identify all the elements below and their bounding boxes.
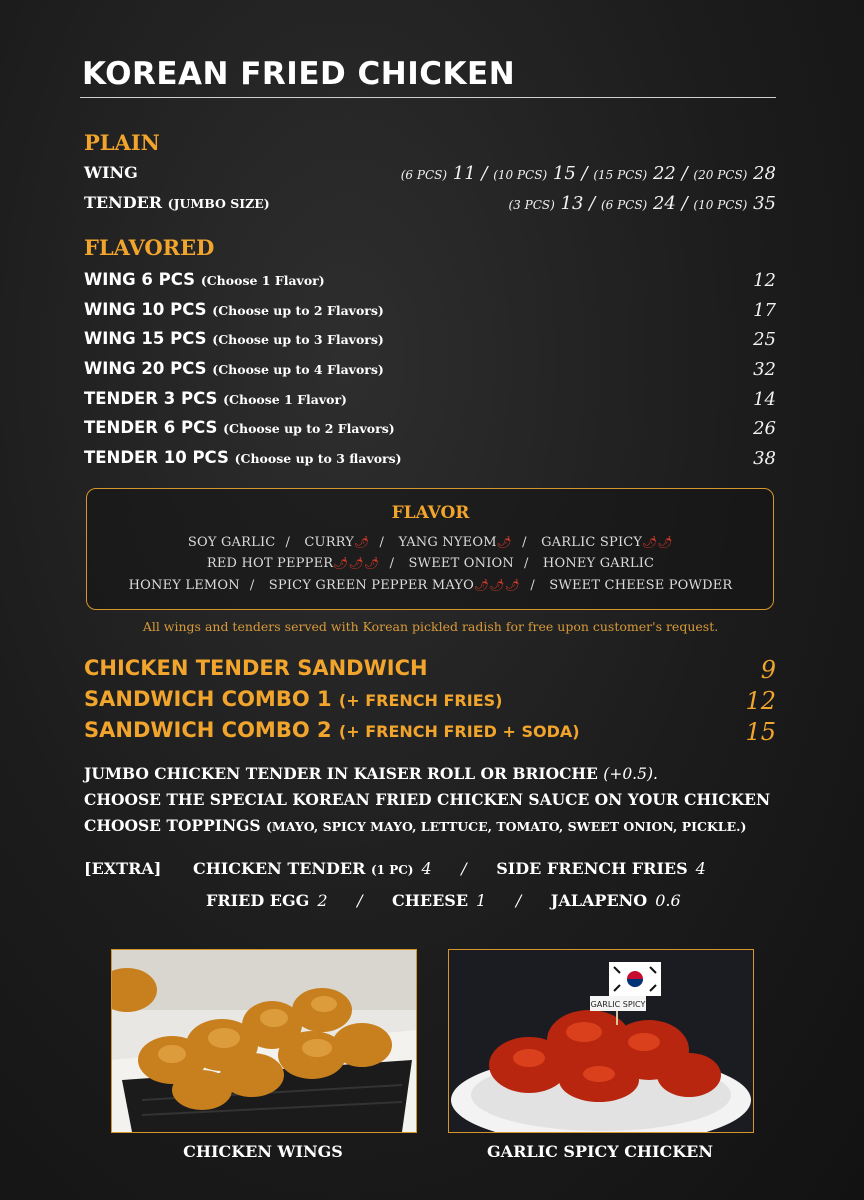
item-price: (6 PCS) 11 / (10 PCS) 15 / (15 PCS) 22 / (20 PCS) 28 [400,163,776,184]
extra-line-2: FRIED EGG 2 / CHEESE 1 / JALAPENO 0.6 [206,891,681,910]
item-name: SANDWICH COMBO 2 (+ FRENCH FRIED + SODA) [84,718,580,742]
item-price: 25 [753,329,776,350]
menu-row-flavored [84,329,776,355]
item-price: 32 [753,359,776,380]
served-note: All wings and tenders served with Korean pickled radish for free upon customer's request. [142,619,719,634]
svg-text:GARLIC SPICY: GARLIC SPICY [590,1000,646,1009]
extra-line-1: [EXTRA] CHICKEN TENDER (1 PC) 4 / SIDE FRENCH FRIES 4 [84,859,706,878]
garlic-spicy-chicken-photo [448,949,754,1133]
item-price: 9 [760,656,776,684]
menu-row-plain-wing [84,163,776,189]
item-name: WING 6 PCS (Choose 1 Flavor) [84,270,325,289]
menu-row-flavored [84,300,776,326]
title-divider [80,97,776,98]
flavor-line-3: HONEY LEMON / SPICY GREEN PEPPER MAYO🌶🌶🌶 / SWEET CHEESE POWDER [128,578,733,593]
item-name: CHICKEN TENDER SANDWICH [84,656,428,680]
menu-row-flavored [84,448,776,474]
sandwich-description-1: JUMBO CHICKEN TENDER IN KAISER ROLL OR BRIOCHE (+0.5). [84,764,658,783]
item-name: TENDER 3 PCS (Choose 1 Flavor) [84,389,347,408]
item-name: WING 10 PCS (Choose up to 2 Flavors) [84,300,384,319]
item-name: TENDER 6 PCS (Choose up to 2 Flavors) [84,418,395,437]
garlic-spicy-chicken-caption: GARLIC SPICY CHICKEN [486,1142,713,1161]
item-name: TENDER 10 PCS (Choose up to 3 flavors) [84,448,402,467]
menu-row-plain-tender [84,193,776,219]
item-name: SANDWICH COMBO 1 (+ FRENCH FRIES) [84,687,503,711]
flavor-heading: FLAVOR [391,503,470,523]
menu-row-flavored [84,389,776,415]
section-plain-heading: PLAIN [84,130,160,155]
chicken-wings-illustration [112,950,416,1132]
item-price: 38 [753,448,776,469]
menu-row-sandwich [84,656,776,686]
pepper-icon: 🌶 [496,535,513,549]
item-name: WING 20 PCS (Choose up to 4 Flavors) [84,359,384,378]
item-price: 26 [753,418,776,439]
item-price: 12 [753,270,776,291]
item-name: TENDER (JUMBO SIZE) [84,193,270,212]
menu-row-sandwich-combo-1 [84,687,776,717]
chicken-wings-caption: CHICKEN WINGS [183,1142,343,1161]
item-price: 17 [753,300,776,321]
section-flavored-heading: FLAVORED [84,235,215,260]
menu-row-sandwich-combo-2 [84,718,776,748]
item-price: 12 [745,687,776,715]
item-name: WING 15 PCS (Choose up to 3 Flavors) [84,329,384,348]
sandwich-description-2: CHOOSE THE SPECIAL KOREAN FRIED CHICKEN SAUCE ON YOUR CHICKEN [84,790,771,809]
pepper-icon: 🌶🌶🌶 [474,578,521,592]
pepper-icon: 🌶 [354,535,370,549]
menu-row-flavored [84,418,776,444]
flavor-line-2: RED HOT PEPPER🌶🌶🌶 / SWEET ONION / HONEY GARLIC [206,556,655,571]
menu-row-flavored [84,359,776,385]
item-name: WING [84,163,138,182]
chicken-wings-photo [111,949,417,1133]
item-price: 15 [745,718,776,746]
item-price: 14 [753,389,776,410]
pepper-icon: 🌶🌶🌶 [333,556,380,570]
extra-label: [EXTRA] [84,859,162,878]
item-price: (3 PCS) 13 / (6 PCS) 24 / (10 PCS) 35 [508,193,776,214]
garlic-spicy-chicken-illustration [449,950,753,1132]
page-title: KOREAN FRIED CHICKEN [82,56,516,92]
pepper-icon: 🌶🌶 [642,535,674,549]
menu-row-flavored [84,270,776,296]
flavor-line-1: SOY GARLIC / CURRY🌶 / YANG NYEOM🌶 / GARLIC SPICY🌶🌶 [187,535,674,550]
sandwich-description-3: CHOOSE TOPPINGS (MAYO, SPICY MAYO, LETTUCE, TOMATO, SWEET ONION, PICKLE.) [84,816,747,835]
